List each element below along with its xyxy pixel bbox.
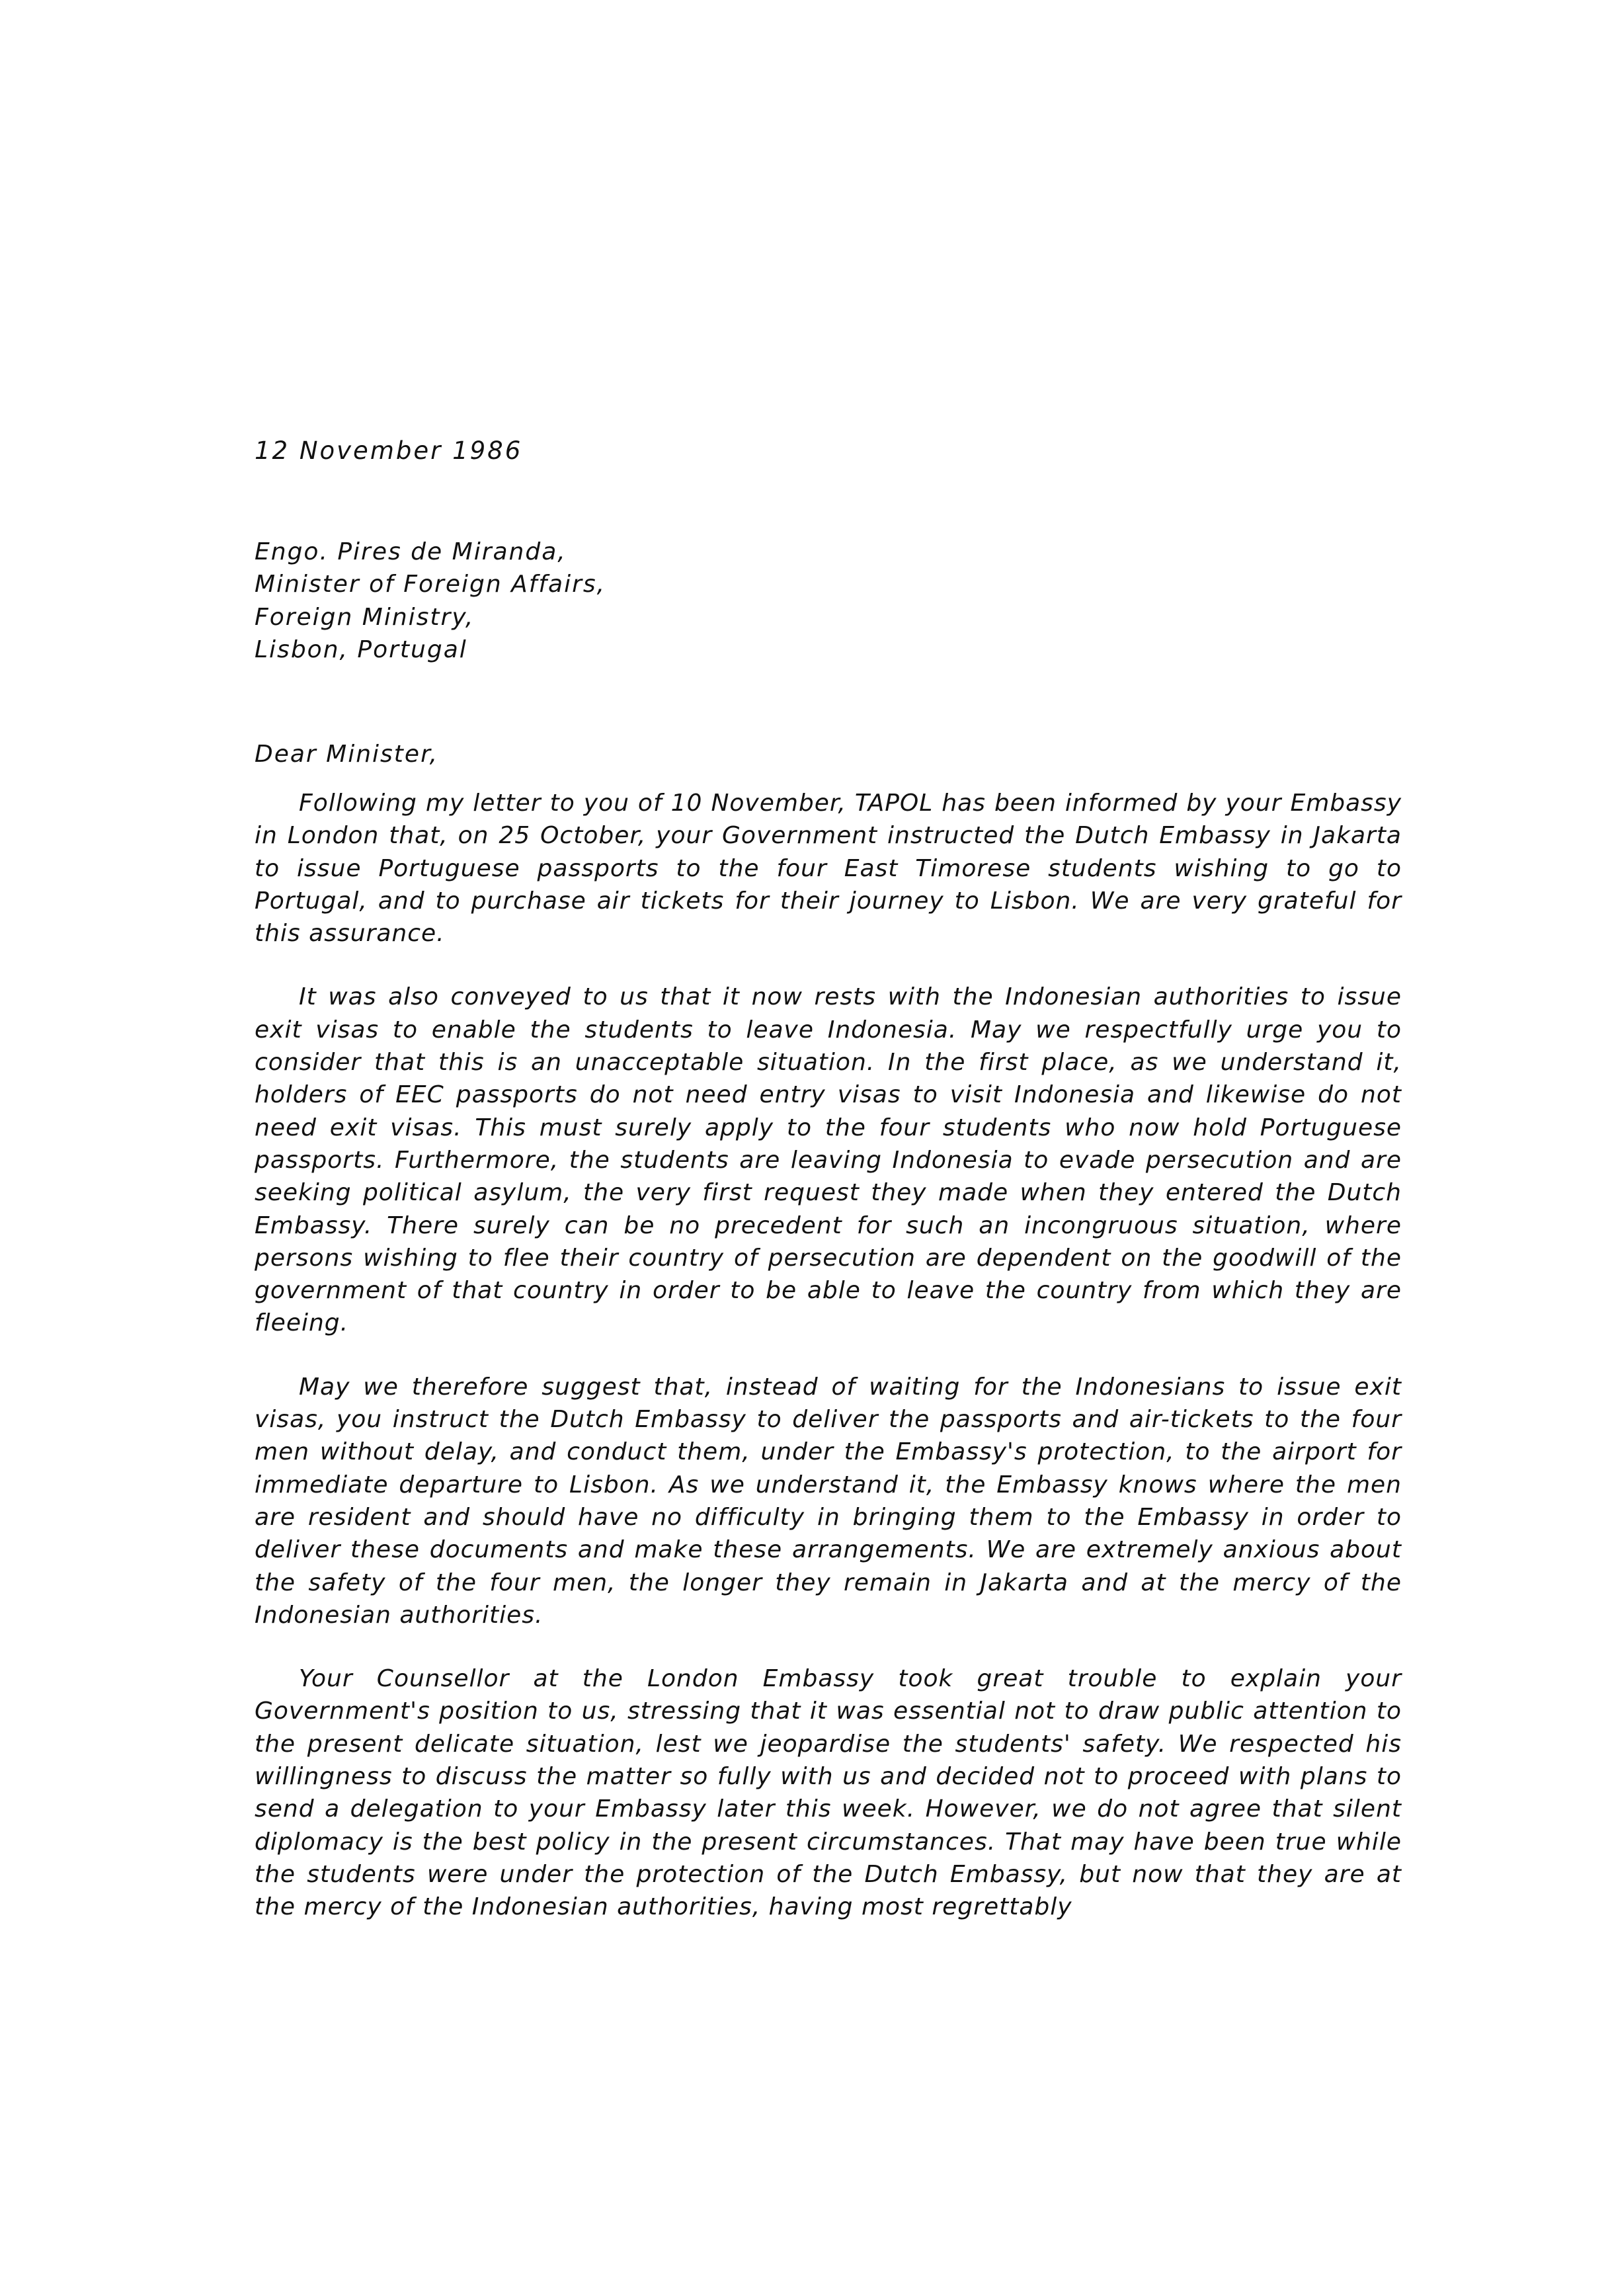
address-line: Engo. Pires de Miranda, xyxy=(255,538,567,565)
body-paragraph: It was also conveyed to us that it now rests with the Indonesian authorities to issue exit visas to enable the students to leave Indonesia. May we respectfully urge you to consider that this is an unacceptable situation. In the first place, as we understand it, holders of EEC passports do not need entry visas to visit Indonesia and likewise do not need exit visas. This must surely apply to the four students who now hold Portuguese passports. Furthermore, the students are leaving Indonesia to evade persecution and are seeking political asylum, the very first request they made when they entered the Dutch Embassy. There surely can be no precedent for such an incongruous situation, where persons wishing to flee their country of persecution are dependent on the goodwill of the government of that country in order to be able to leave the country from which they are fleeing. xyxy=(255,983,1402,1337)
salutation: Dear Minister, xyxy=(255,741,439,768)
address-line: Minister of Foreign Affairs, xyxy=(255,571,606,598)
body-paragraph: Following my letter to you of 10 November, TAPOL has been informed by your Embassy in London that, on 25 October, your Government instructed the Dutch Embassy in Jakarta to issue Portuguese passports to the four East Timorese students wishing to go to Portugal, and to purchase air tickets for their journey to Lisbon. We are very grateful for this assurance. xyxy=(255,790,1402,948)
body-paragraph: May we therefore suggest that, instead of waiting for the Indonesians to issue exit visas, you instruct the Dutch Embassy to deliver the passports and air-tickets to the four men without delay, and conduct them, under the Embassy's protection, to the airport for immediate departure to Lisbon. As we understand it, the Embassy knows where the men are resident and should have no difficulty in bringing them to the Embassy in order to deliver these documents and make these arrangements. We are extremely anxious about the safety of the four men, the longer they remain in Jakarta and at the mercy of the Indonesian authorities. xyxy=(255,1373,1402,1629)
address-line: Foreign Ministry, xyxy=(255,603,475,631)
recipient-address xyxy=(255,536,606,666)
letter-date: 12 November 1986 xyxy=(255,436,523,465)
address-line: Lisbon, Portugal xyxy=(255,636,467,663)
letter-body xyxy=(255,787,1402,1955)
body-paragraph: Your Counsellor at the London Embassy took great trouble to explain your Government's position to us, stressing that it was essential not to draw public attention to the present delicate situation, lest we jeopardise the students' safety. We respected his willingness to discuss the matter so fully with us and decided not to proceed with plans to send a delegation to your Embassy later this week. However, we do not agree that silent diplomacy is the best policy in the present circumstances. That may have been true while the students were under the protection of the Dutch Embassy, but now that they are at the mercy of the Indonesian authorities, having most regrettably xyxy=(255,1665,1402,1921)
